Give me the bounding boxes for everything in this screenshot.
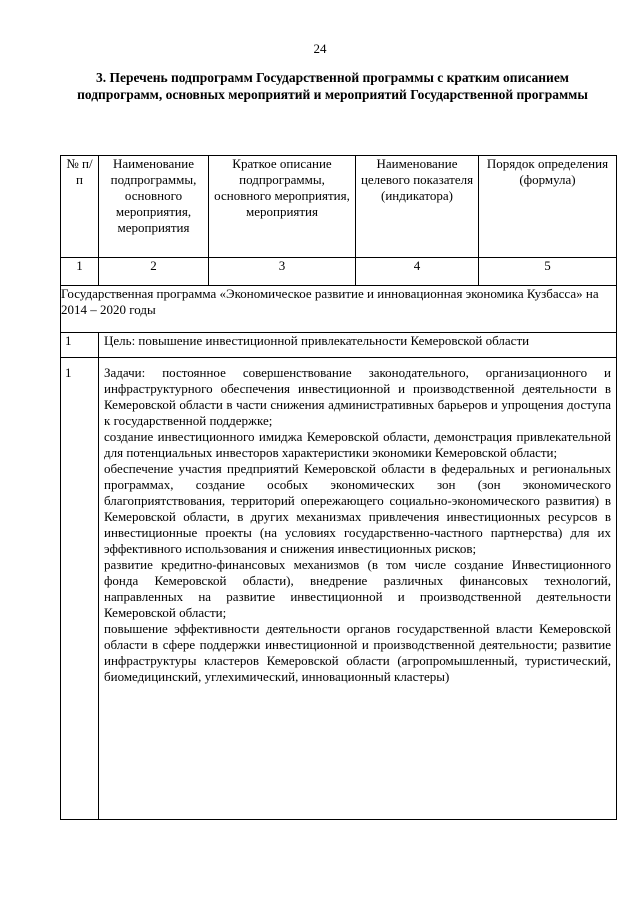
column-number-cell: 2 — [99, 258, 209, 286]
column-number-cell: 5 — [479, 258, 617, 286]
program-title-cell: Государственная программа «Экономическое развитие и инновационная экономика Кузбасса» на 2014 – 2020 годы — [61, 286, 617, 333]
subprograms-table — [60, 155, 617, 820]
tasks-number-cell: 1 — [61, 358, 99, 820]
goal-text-cell: Цель: повышение инвестиционной привлекательности Кемеровской области — [99, 333, 617, 358]
table-header-row — [61, 156, 617, 258]
column-numbers-row — [61, 258, 617, 286]
goal-row — [61, 333, 617, 358]
header-cell-formula: Порядок определения (формула) — [479, 156, 617, 258]
header-cell-name: Наименование подпрограммы, основного мероприятия, мероприятия — [99, 156, 209, 258]
header-cell-indicator: Наименование целевого показателя (индикатора) — [356, 156, 479, 258]
column-number-cell: 4 — [356, 258, 479, 286]
task-paragraph: обеспечение участия предприятий Кемеровской области в федеральных и региональных программах, создание особых экономических зон (зон экономического благоприятствования, территорий опережающего социально-экономического развития) в Кемеровской области, в других механизмах привлечения инвестиционных ресурсов в инвестиционные проекты (на условиях государственно-частного партнерства) для их эффективного использования и снижения инвестиционных рисков; — [104, 461, 611, 556]
task-paragraph: Задачи: постоянное совершенствование законодательного, организационного и инфраструктурного обеспечения инвестиционной и производственной деятельности в Кемеровской области в части снижения административных барьеров и упрощения доступа к государственной поддержке; — [104, 365, 611, 428]
column-number-cell: 1 — [61, 258, 99, 286]
page-number: 24 — [313, 41, 327, 56]
column-number-cell: 3 — [209, 258, 356, 286]
task-paragraph: повышение эффективности деятельности органов государственной власти Кемеровской области в сфере поддержки инвестиционной и производственной деятельности; развитие инфраструктуры кластеров Кемеровской области (агропромышленный, туристический, биомедицинский, углехимический, инновационный кластеры) — [104, 621, 611, 684]
goal-number-cell: 1 — [61, 333, 99, 358]
section-title: 3. Перечень подпрограмм Государственной программы с кратким описанием подпрограмм, основных мероприятий и мероприятий Государственной программы — [77, 70, 588, 102]
tasks-row — [61, 358, 617, 820]
tasks-text-cell — [99, 358, 617, 820]
program-row — [61, 286, 617, 333]
task-paragraph: создание инвестиционного имиджа Кемеровской области, демонстрация привлекательной для потенциальных инвесторов характеристики экономики Кемеровской области; — [104, 429, 611, 460]
header-cell-number: № п/п — [61, 156, 99, 258]
task-paragraph: развитие кредитно-финансовых механизмов (в том числе создание Инвестиционного фонда Кемеровской области), внедрение различных финансовых технологий, направленных на развитие инвестиционной и производственной деятельности Кемеровской области; — [104, 557, 611, 620]
header-cell-description: Краткое описание подпрограммы, основного мероприятия, мероприятия — [209, 156, 356, 258]
